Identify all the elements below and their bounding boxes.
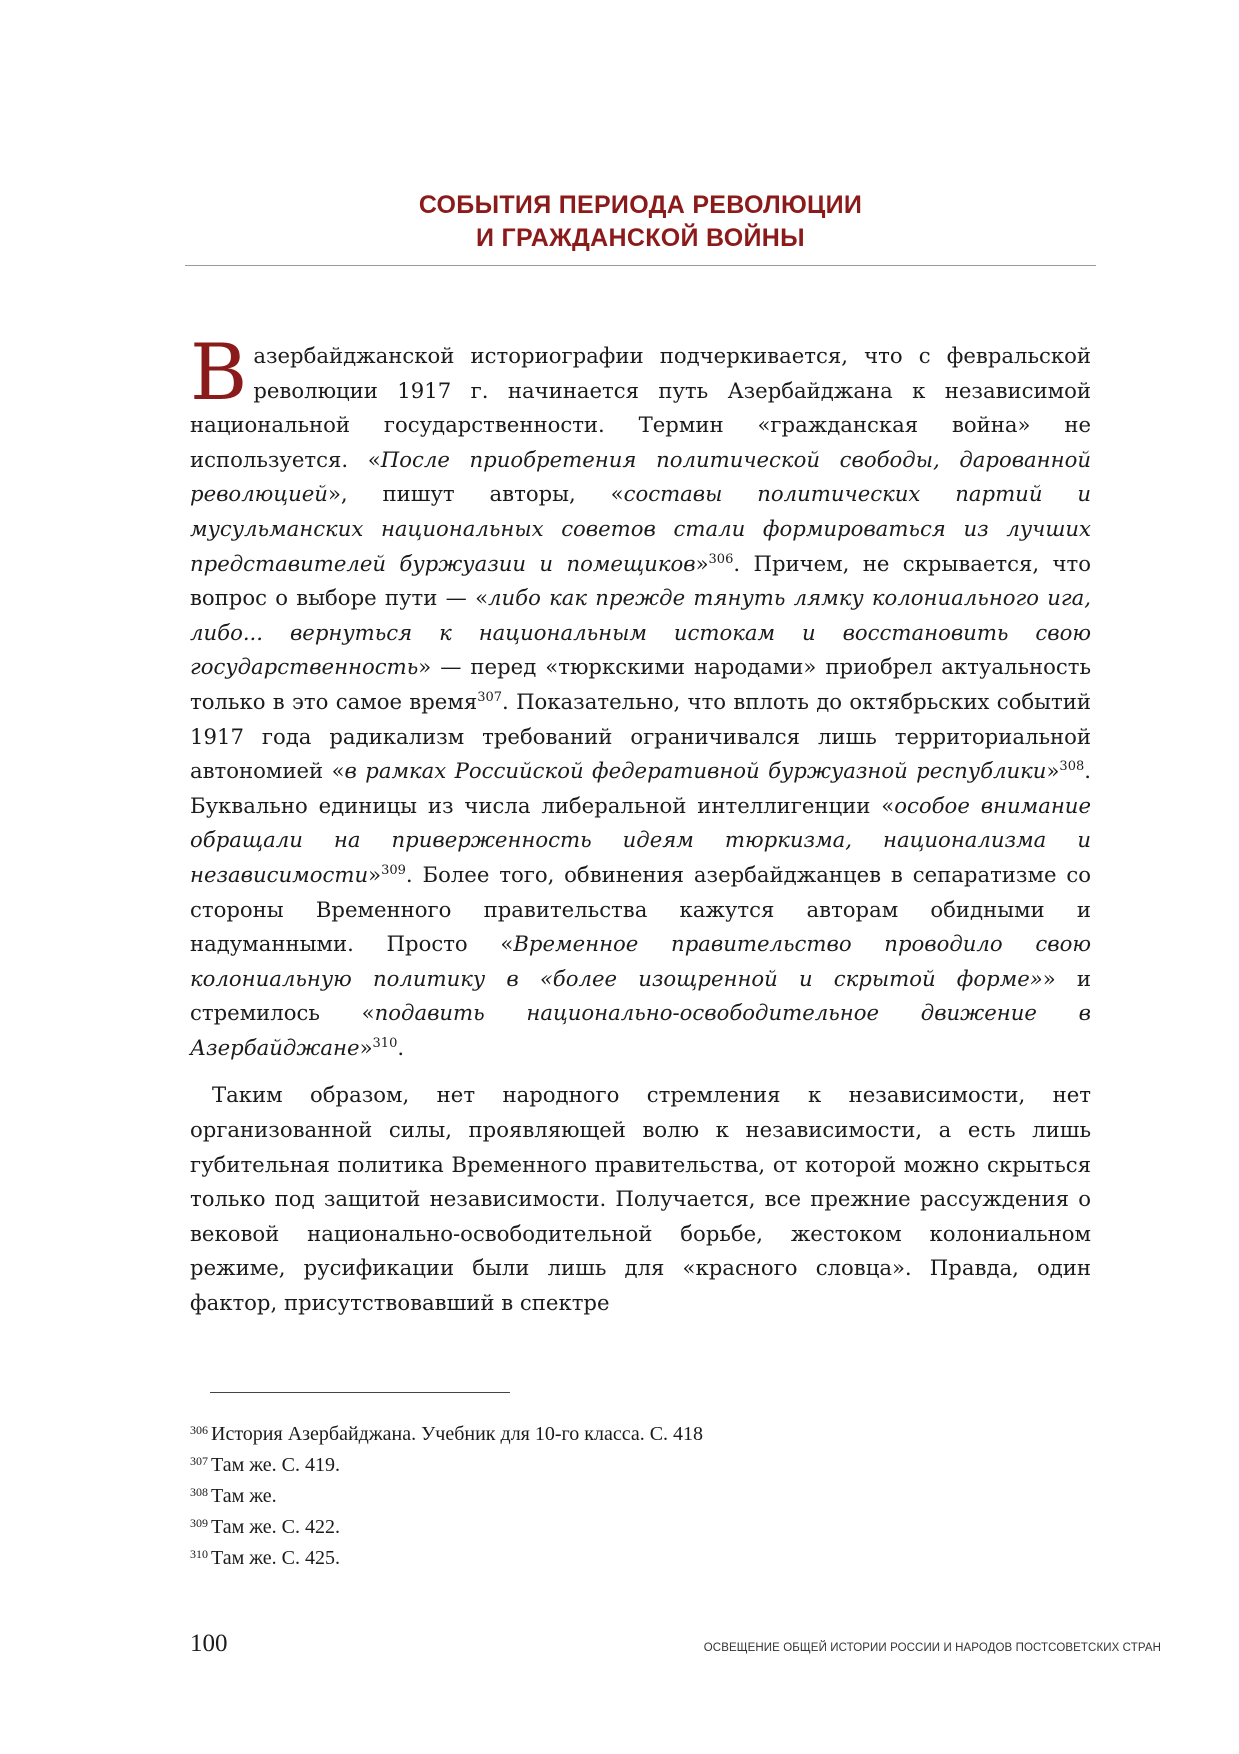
paragraph-text: », пишут авторы, «	[327, 481, 624, 507]
quoted-text: либо как прежде тянуть лямку колониального ига, либо... вернуться к национальным истокам и восстановить свою государственность	[190, 585, 1091, 680]
quoted-text: в рамках Российской федеративной буржуазной республики	[344, 758, 1047, 784]
footnote-number: 310	[190, 1547, 208, 1561]
page-number: 100	[190, 1630, 228, 1657]
running-footer-title: ОСВЕЩЕНИЕ ОБЩЕЙ ИСТОРИИ РОССИИ И НАРОДОВ ПОСТСОВЕТСКИХ СТРАН	[703, 1642, 1161, 1654]
paragraph-text: . Более того, обвинения азербайджанцев в сепаратизме со стороны Временного правительства кажутся авторам обидными и надуманными. Просто «	[190, 861, 1091, 957]
paragraph-2: Таким образом, нет народного стремления к независимости, нет организованной силы, проявляющей волю к независимости, а есть лишь губительная политика Временного правительства, от которой можно скрыться только под защитой независимости. Получается, все прежние рассуждения о вековой национально-освободительной борьбе, жестоком колониальном режиме, русификации были лишь для «красного словца». Правда, один фактор, присутствовавший в спектре	[190, 1082, 1091, 1316]
chapter-title-line-1: СОБЫТИЯ ПЕРИОДА РЕВОЛЮЦИИ	[418, 191, 863, 219]
footnote-number: 307	[190, 1454, 208, 1468]
paragraph-text: . Причем, не скрывается, что вопрос о выборе пути — «	[190, 550, 1091, 611]
footnote-number: 306	[190, 1423, 208, 1437]
paragraph-text: »	[695, 550, 709, 576]
footnote-ref-310: 310	[372, 1035, 398, 1051]
quoted-text: подавить национально-освободительное движение в Азербайджане	[190, 1000, 1092, 1060]
paragraph-text: азербайджанской историографии подчеркивается, что с февральской революции 1917 г. начинается путь Азербайджана к независимой национальной государственности. Термин «гражданская война» не используется. «	[190, 343, 1091, 472]
paragraph-text: .	[397, 1034, 405, 1060]
quoted-text: особое внимание обращали на приверженность идеям тюркизма, национализма и независимости	[190, 792, 1091, 887]
footnote-308	[190, 1481, 1070, 1512]
quoted-text: После приобретения политической свободы, дарованной революцией	[190, 446, 1091, 507]
footnote-ref-309: 309	[381, 862, 406, 878]
footnote-divider	[210, 1392, 510, 1393]
paragraph-text: »	[359, 1034, 373, 1060]
paragraph-text: . Буквально единицы из числа либеральной интеллигенции «	[190, 758, 1091, 818]
footnote-text: Там же. С. 419.	[211, 1454, 341, 1476]
chapter-title-line-2: И ГРАЖДАНСКОЙ ВОЙНЫ	[476, 224, 805, 252]
paragraph-text: . Показательно, что вплоть до октябрьских событий 1917 года радикализм требований ограничивался лишь территориальной автономией «	[190, 688, 1091, 784]
paragraph-text: » — перед «тюркскими народами» приобрел актуальность только в это самое время	[190, 654, 1091, 714]
quoted-text: Временное правительство проводило свою колониальную политику в «более изощренной и скрытой форме»	[190, 931, 1091, 991]
footnote-ref-306: 306	[708, 551, 734, 567]
drop-cap: В	[190, 328, 248, 418]
paragraph-text: » и стремилось «	[190, 965, 1091, 1026]
footnote-number: 308	[190, 1485, 208, 1499]
footnote-307	[190, 1450, 1070, 1481]
footnote-text: Там же.	[211, 1485, 277, 1507]
footnote-text: Там же. С. 425.	[211, 1547, 341, 1569]
footnote-310	[190, 1543, 1070, 1574]
footnote-text: История Азербайджана. Учебник для 10-го класса. С. 418	[211, 1423, 704, 1445]
footnotes	[190, 1419, 1070, 1574]
quoted-text: составы политических партий и мусульманских национальных советов стали формироваться из лучших представителей буржуазии и помещиков	[190, 481, 1091, 576]
footnote-text: Там же. С. 422.	[211, 1516, 341, 1538]
footnote-ref-307: 307	[477, 689, 503, 705]
paragraph-text: »	[1046, 758, 1060, 784]
paragraph-text: »	[368, 861, 382, 887]
footnote-309	[190, 1512, 1070, 1543]
title-divider	[185, 265, 1096, 266]
chapter-title	[185, 189, 1096, 255]
footnote-306	[190, 1419, 1070, 1450]
body-text	[190, 328, 1092, 1321]
paragraph-1	[190, 328, 1092, 1065]
footnote-ref-308: 308	[1059, 759, 1085, 775]
footnote-number: 309	[190, 1516, 208, 1530]
